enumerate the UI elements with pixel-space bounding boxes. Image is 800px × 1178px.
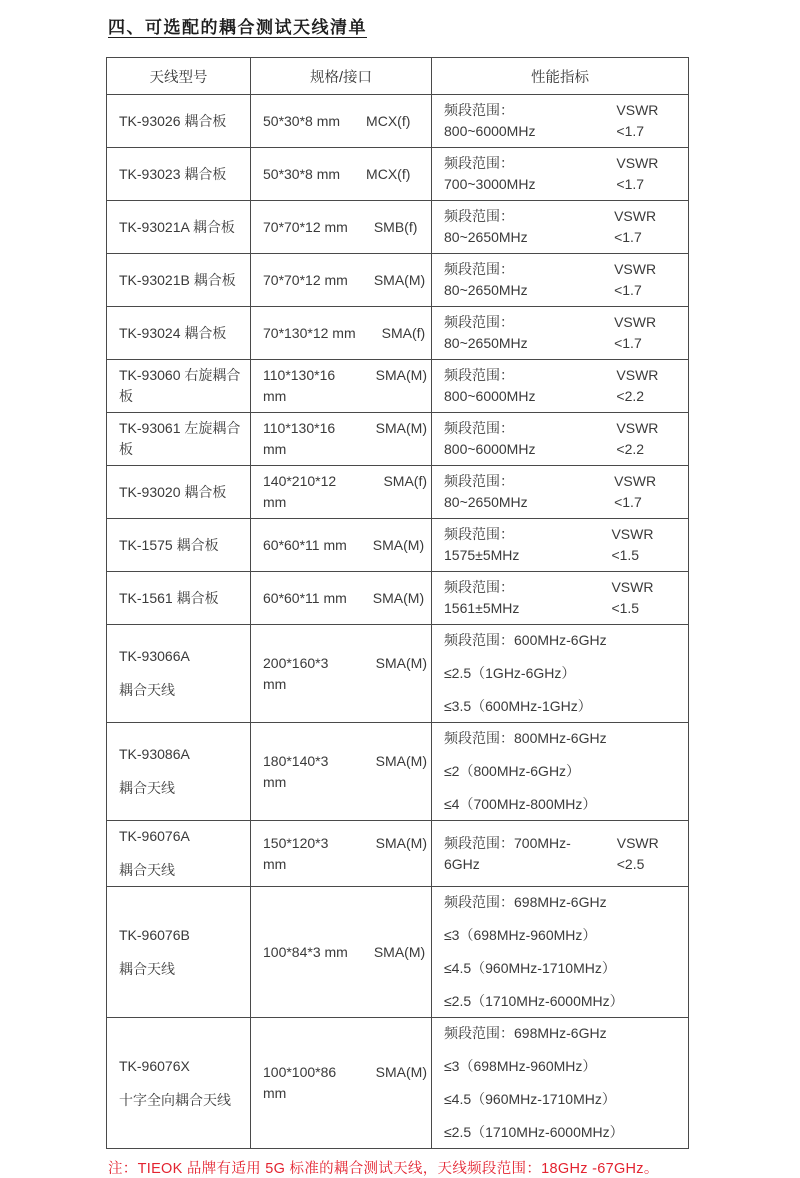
model-line: TK-93061 左旋耦合板 (119, 420, 241, 457)
perf-line (444, 1056, 684, 1077)
performance-cell (432, 466, 689, 519)
model-cell (107, 821, 251, 887)
model-cell (107, 466, 251, 519)
perf-vswr: VSWR <2.2 (616, 367, 659, 404)
spec-cell (251, 466, 432, 519)
perf-line (444, 206, 684, 248)
perf-vswr: VSWR <2.2 (616, 420, 659, 457)
spec-size: 50*30*8 mm (263, 112, 341, 129)
perf-line (444, 577, 684, 619)
header-performance: 性能指标 (432, 58, 689, 95)
spec-connector: SMA(M) (375, 1064, 427, 1080)
spec-connector: SMA(M) (373, 271, 426, 288)
perf-line (444, 630, 684, 651)
model-line: TK-96076B (119, 926, 190, 943)
perf-freq-range: ≤2（800MHz-6GHz） (444, 763, 581, 779)
model-line: TK-93021A 耦合板 (119, 218, 235, 235)
spec-size: 100*100*86 mm (263, 1064, 337, 1101)
model-cell (107, 519, 251, 572)
perf-line (444, 728, 684, 749)
model-line: 十字全向耦合天线 (119, 1091, 231, 1108)
spec-size: 60*60*11 mm (263, 589, 347, 606)
model-line: TK-93021B 耦合板 (119, 271, 236, 288)
model-line: 耦合天线 (119, 862, 175, 878)
table-row (107, 723, 689, 821)
footnote: 注：TIEOK 品牌有适用 5G 标准的耦合测试天线，天线频段范围：18GHz -67GHz。 (108, 1161, 659, 1177)
model-cell (107, 95, 251, 148)
spec-connector: MCX(f) (366, 165, 411, 182)
spec-cell (251, 821, 432, 887)
perf-line (444, 794, 684, 815)
model-cell (107, 254, 251, 307)
spec-size: 110*130*16 mm (263, 420, 336, 457)
model-line: TK-93066A (119, 648, 190, 664)
table-row (107, 572, 689, 625)
perf-freq-range: 频段范围：700~3000MHz (444, 155, 536, 192)
spec-line (263, 270, 427, 291)
table-row (107, 254, 689, 307)
perf-vswr: VSWR <1.7 (614, 473, 657, 510)
spec-cell (251, 887, 432, 1018)
perf-line (444, 1122, 684, 1143)
perf-freq-range: ≤3.5（600MHz-1GHz） (444, 698, 592, 714)
perf-freq-range: 频段范围：698MHz-6GHz (444, 1025, 607, 1041)
perf-line (444, 100, 684, 142)
spec-connector: SMB(f) (373, 218, 418, 235)
perf-line (444, 259, 684, 301)
model-line: 耦合天线 (119, 780, 175, 796)
spec-connector: MCX(f) (366, 112, 411, 129)
perf-freq-range: 频段范围：700MHz-6GHz (444, 834, 571, 872)
model-line: 耦合天线 (119, 682, 175, 698)
model-cell (107, 307, 251, 360)
spec-cell (251, 723, 432, 821)
table-row (107, 821, 689, 887)
table-row (107, 148, 689, 201)
model-line: 耦合天线 (119, 960, 175, 977)
spec-size: 200*160*3 mm (263, 654, 329, 692)
table-row (107, 95, 689, 148)
perf-line (444, 761, 684, 782)
spec-size: 50*30*8 mm (263, 165, 341, 182)
spec-connector: SMA(M) (375, 654, 427, 671)
spec-cell (251, 148, 432, 201)
performance-cell (432, 360, 689, 413)
perf-line (444, 418, 684, 460)
performance-cell (432, 572, 689, 625)
model-cell (107, 148, 251, 201)
spec-size: 70*70*12 mm (263, 218, 348, 235)
spec-cell (251, 519, 432, 572)
perf-freq-range: 频段范围：80~2650MHz (444, 261, 528, 298)
spec-line (263, 535, 427, 556)
performance-cell (432, 821, 689, 887)
perf-freq-range: 频段范围：600MHz-6GHz (444, 632, 607, 648)
perf-freq-range: 频段范围：80~2650MHz (444, 208, 528, 245)
spec-cell (251, 625, 432, 723)
spec-line (263, 323, 427, 344)
perf-line (444, 925, 684, 946)
perf-vswr: VSWR <1.7 (616, 102, 659, 139)
perf-vswr: VSWR <1.7 (614, 314, 657, 351)
spec-line (263, 365, 427, 407)
antenna-table-header (107, 58, 689, 95)
perf-freq-range: 频段范围：800MHz-6GHz (444, 730, 607, 746)
model-line: TK-93026 耦合板 (119, 112, 227, 129)
spec-connector: SMA(M) (372, 589, 425, 606)
performance-cell (432, 625, 689, 723)
model-cell (107, 723, 251, 821)
perf-line (444, 833, 684, 875)
perf-freq-range: ≤3（698MHz-960MHz） (444, 927, 597, 943)
model-line: TK-93023 耦合板 (119, 165, 227, 182)
spec-size: 180*140*3 mm (263, 752, 329, 790)
perf-freq-range: 频段范围：80~2650MHz (444, 473, 528, 510)
spec-cell (251, 254, 432, 307)
spec-line (263, 588, 427, 609)
perf-vswr: VSWR <1.5 (611, 579, 654, 616)
spec-connector: SMA(M) (375, 834, 427, 851)
spec-cell (251, 572, 432, 625)
antenna-table-body (107, 95, 689, 1149)
model-line: TK-1575 耦合板 (119, 536, 219, 553)
performance-cell (432, 254, 689, 307)
perf-line (444, 471, 684, 513)
perf-line (444, 312, 684, 354)
perf-vswr: VSWR <1.5 (611, 526, 654, 563)
model-cell (107, 360, 251, 413)
model-line: TK-1561 耦合板 (119, 589, 219, 606)
spec-size: 100*84*3 mm (263, 943, 348, 960)
spec-line (263, 111, 427, 132)
model-cell (107, 413, 251, 466)
table-row (107, 360, 689, 413)
perf-line (444, 365, 684, 407)
model-line: TK-93060 右旋耦合板 (119, 367, 241, 404)
perf-freq-range: 频段范围：698MHz-6GHz (444, 894, 607, 910)
table-row (107, 625, 689, 723)
model-cell (107, 572, 251, 625)
perf-line (444, 958, 684, 979)
header-model: 天线型号 (107, 58, 251, 95)
spec-cell (251, 95, 432, 148)
header-spec: 规格/接口 (251, 58, 432, 95)
perf-line (444, 892, 684, 913)
spec-connector: SMA(f) (381, 324, 426, 341)
spec-cell (251, 307, 432, 360)
performance-cell (432, 95, 689, 148)
perf-freq-range: ≤4（700MHz-800MHz） (444, 796, 597, 812)
perf-freq-range: ≤2.5（1710MHz-6000MHz） (444, 993, 624, 1009)
spec-size: 140*210*12 mm (263, 473, 337, 510)
perf-freq-range: 频段范围：800~6000MHz (444, 420, 536, 457)
model-line: TK-93024 耦合板 (119, 324, 227, 341)
spec-line (263, 471, 427, 513)
table-row (107, 519, 689, 572)
table-row (107, 201, 689, 254)
model-cell (107, 887, 251, 1018)
perf-freq-range: 频段范围：80~2650MHz (444, 314, 528, 351)
performance-cell (432, 1018, 689, 1149)
spec-line (263, 217, 427, 238)
table-row (107, 466, 689, 519)
perf-vswr: VSWR <2.5 (616, 834, 659, 872)
performance-cell (432, 201, 689, 254)
spec-connector: SMA(f) (383, 473, 427, 489)
perf-line (444, 991, 684, 1012)
table-row (107, 307, 689, 360)
model-line: TK-93086A (119, 746, 190, 762)
performance-cell (432, 413, 689, 466)
spec-connector: SMA(M) (375, 752, 427, 769)
spec-cell (251, 201, 432, 254)
model-line: TK-96076X (119, 1057, 190, 1074)
perf-freq-range: ≤3（698MHz-960MHz） (444, 1058, 597, 1074)
perf-line (444, 663, 684, 684)
table-row (107, 413, 689, 466)
spec-line (263, 942, 427, 963)
spec-line (263, 653, 427, 695)
spec-size: 70*70*12 mm (263, 271, 348, 288)
model-line: TK-93020 耦合板 (119, 483, 227, 500)
performance-cell (432, 307, 689, 360)
perf-line (444, 524, 684, 566)
spec-line (263, 751, 427, 793)
perf-freq-range: 频段范围：1561±5MHz (444, 579, 520, 616)
spec-line (263, 833, 427, 875)
spec-cell (251, 360, 432, 413)
perf-freq-range: 频段范围：800~6000MHz (444, 102, 536, 139)
perf-freq-range: ≤4.5（960MHz-1710MHz） (444, 960, 616, 976)
perf-freq-range: ≤4.5（960MHz-1710MHz） (444, 1091, 616, 1107)
spec-line (263, 164, 427, 185)
spec-size: 110*130*16 mm (263, 367, 336, 404)
spec-cell (251, 413, 432, 466)
perf-line (444, 696, 684, 717)
spec-connector: SMA(M) (373, 943, 426, 960)
perf-line (444, 153, 684, 195)
perf-freq-range: 频段范围：800~6000MHz (444, 367, 536, 404)
model-cell (107, 625, 251, 723)
spec-size: 150*120*3 mm (263, 834, 329, 872)
model-cell (107, 201, 251, 254)
perf-line (444, 1089, 684, 1110)
spec-cell (251, 1018, 432, 1149)
performance-cell (432, 723, 689, 821)
performance-cell (432, 519, 689, 572)
perf-vswr: VSWR <1.7 (614, 208, 657, 245)
perf-line (444, 1023, 684, 1044)
page-title: 四、可选配的耦合测试天线清单 (108, 18, 367, 37)
spec-size: 70*130*12 mm (263, 324, 356, 341)
perf-freq-range: ≤2.5（1GHz-6GHz） (444, 665, 576, 681)
spec-connector: SMA(M) (375, 367, 427, 383)
header-row (107, 58, 689, 95)
perf-vswr: VSWR <1.7 (614, 261, 657, 298)
perf-freq-range: ≤2.5（1710MHz-6000MHz） (444, 1124, 624, 1140)
performance-cell (432, 887, 689, 1018)
table-row (107, 1018, 689, 1149)
spec-connector: SMA(M) (372, 536, 425, 553)
spec-line (263, 1062, 427, 1104)
table-row (107, 887, 689, 1018)
model-line: TK-96076A (119, 828, 190, 844)
spec-connector: SMA(M) (375, 420, 427, 436)
performance-cell (432, 148, 689, 201)
spec-line (263, 418, 427, 460)
perf-freq-range: 频段范围：1575±5MHz (444, 526, 520, 563)
perf-vswr: VSWR <1.7 (616, 155, 659, 192)
spec-size: 60*60*11 mm (263, 536, 347, 553)
antenna-table (106, 57, 689, 1149)
model-cell (107, 1018, 251, 1149)
